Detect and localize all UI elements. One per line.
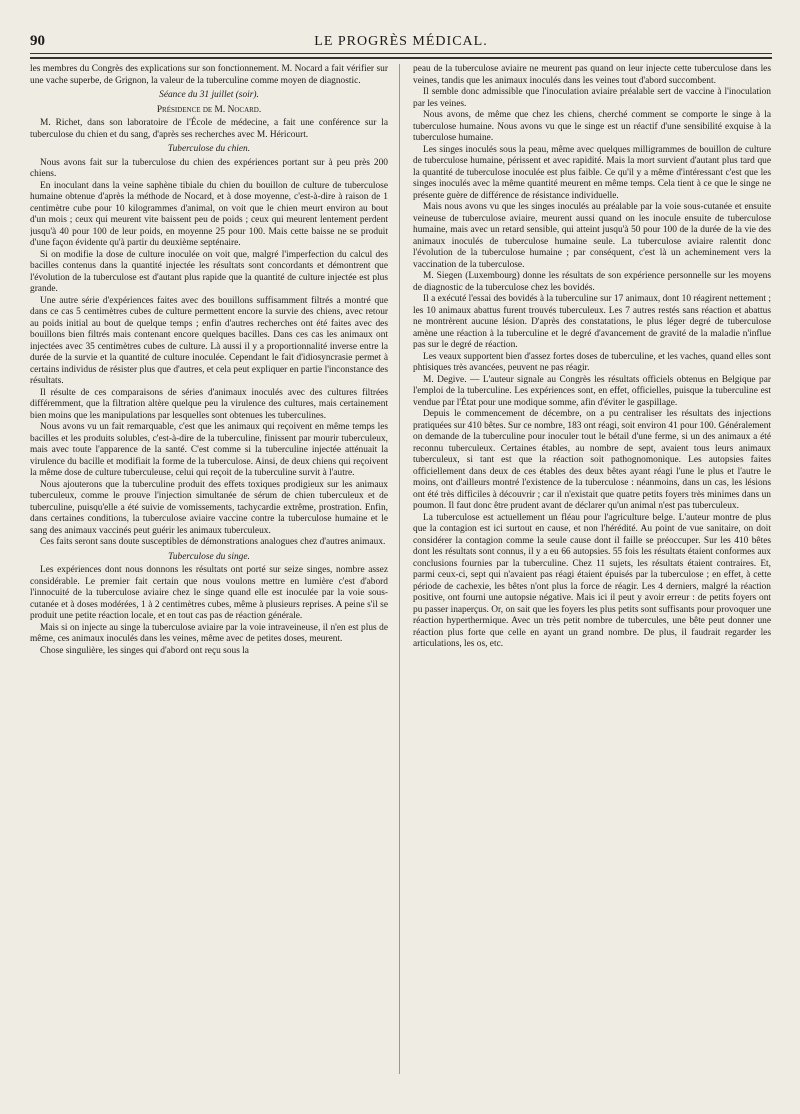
paragraph: peau de la tuberculose aviaire ne meurent pas quand on leur injecte cette tuberculose dans les veines, tandis que les animaux inoculés dans les veines tout d'abord succombent.	[413, 64, 771, 86]
paragraph: Nous avons, de même que chez les chiens, cherché comment se comporte le singe à la tuberculose humaine. Nous avons vu que le singe est un réactif d'une sensibilité exquise à la tuberculose humaine.	[413, 110, 771, 143]
paragraph: Nous ajouterons que la tuberculine produit des effets toxiques prodigieux sur les animaux tuberculeux, comme le prouve l'injection simultanée de sérum de chien tuberculeux et de tuberculine, puisqu'elle a été suivie de vomissements, tachycardie extrême, prostration. Enfin, dans certaines conditions, la tuberculose aviaire vaccine contre la tuberculose humaine et le sang des animaux vaccinés peut guérir les animaux tuberculeux.	[30, 479, 388, 536]
paragraph: Mais nous avons vu que les singes inoculés au préalable par la voie sous-cutanée et ensuite veineuse de tuberculose aviaire, meurent aussi quand on les inocule ensuite de tuberculose humaine, mais avec un retard sensible, qui atteint jusqu'à 50 pour 100 de la durée de la vie des animaux inoculés de tuberculose humaine seule. La tuberculose aviaire ralentit donc l'évolution de la tuberculose humaine ; par conséquent, c'est là un acheminement vers la vaccination de la tuberculose.	[413, 202, 771, 270]
paragraph: M. Degive. — L'auteur signale au Congrès les résultats officiels obtenus en Belgique par l'emploi de la tuberculine. Les expériences sont, en effet, officielles, puisque la tuberculine est vendue par l'État pour une modique somme, afin d'éviter le gaspillage.	[413, 374, 771, 408]
presidency-heading: Présidence de M. Nocard.	[156, 104, 262, 115]
paragraph: Il semble donc admissible que l'inoculation aviaire préalable sert de vaccine à l'inoculation par les veines.	[413, 87, 771, 109]
paragraph: Mais si on injecte au singe la tuberculose aviaire par la voie intraveineuse, il n'en est plus de même, ces animaux inoculés dans les veines, même avec de petites doses, meurent.	[30, 622, 388, 644]
page-header	[30, 30, 772, 50]
session-heading: Séance du 31 juillet (soir).	[159, 90, 259, 100]
page-number: 90	[30, 33, 45, 49]
paragraph: M. Siegen (Luxembourg) donne les résultats de son expérience personnelle sur les moyens de diagnostic de la tuberculose chez les bovidés.	[413, 271, 771, 293]
column-divider	[399, 64, 400, 1074]
subheading-monkey: Tuberculose du singe.	[168, 551, 250, 562]
left-column	[30, 64, 388, 1100]
paragraph: Si on modifie la dose de culture inoculée on voit que, malgré l'imperfection du calcul des bacilles contenus dans la quantité injectée les résultats sont concordants et démontrent que l'évolution de la tuberculose est d'autant plus rapide que la quantité de culture injectée est plus grande.	[30, 249, 388, 294]
paragraph: Les expériences dont nous donnons les résultats ont porté sur seize singes, nombre assez considérable. Le premier fait certain que nous voulons mettre en lumière c'est d'abord l'innocuité de la tuberculose aviaire chez le singe quand elle est inoculée par la voie sous-cutanée et à doses modérées, 1 à 2 centimètres cubes, même à plusieurs reprises. A peine s'il se produit une petite réaction locale, et en tout cas pas de réaction générale.	[30, 565, 388, 621]
header-rule-thick	[30, 57, 772, 59]
paragraph: En inoculant dans la veine saphène tibiale du chien du bouillon de culture de tuberculose humaine obtenue d'après la méthode de Nocard, et à dose moyenne, c'est-à-dire à raison de 1 centimètre cube pour 10 kilogrammes d'animal, on voit que le chien meurt environ au bout d'un mois ; ceux qui meurent vite baissent peu de poids ; ceux qui meurent lentement perdent jusqu'à 40 pour 100 de leur poids, en moyenne 25 pour 100. Mais cette baisse ne se produit d'une façon évidente qu'à partir du deuxième septénaire.	[30, 180, 388, 248]
paragraph: Il a exécuté l'essai des bovidés à la tuberculine sur 17 animaux, dont 10 réagirent nettement ; les 10 animaux abattus furent trouvés tuberculeux. Les 7 autres restés sans réaction et abattus ne montrèrent aucune lésion. D'après des constatations, le plus léger degré de tuberculose amène une réaction à la tuberculine et le degré d'avancement de gravité de la maladie n'influe pas sur le degré de réaction.	[413, 294, 771, 350]
right-column	[413, 64, 771, 1100]
paragraph: M. Richet, dans son laboratoire de l'École de médecine, a fait une conférence sur la tuberculose du chien et du sang, d'après ses recherches avec M. Héricourt.	[30, 118, 388, 140]
paragraph: Une autre série d'expériences faites avec des bouillons suffisamment filtrés a montré que dans ce cas 5 centimètres cubes de culture permettent encore la survie des chiens, avec retour au poids initial au bout de quelque temps ; enfin d'autres recherches ont été faites avec des bouillons bien filtrés mais contenant encore quelques bacilles. Dans ces cas les animaux ont injectées avec 35 centimètres cubes de culture. Là aussi il y a proportionnalité inverse entre la durée de la survie et la quantité de culture inoculée. Cependant le fait d'idiosyncrasie permet à certains individus de résister plus que d'autres, et cela peut expliquer en partie l'inconstance des résultats.	[30, 295, 388, 386]
paragraph: Il résulte de ces comparaisons de séries d'animaux inoculés avec des cultures filtrées différemment, que la filtration altère quelque peu la virulence des cultures, mais certainement bien moins que les manipulations par lesquelles sont obtenues les tuberculines.	[30, 387, 388, 421]
paragraph: Les singes inoculés sous la peau, même avec quelques milligrammes de bouillon de culture de tuberculose humaine, périssent et avec rapidité. Mais la mort survient d'autant plus tard que la quantité de tuberculose inoculée est plus faible. Ce qu'il y a même d'intéressant c'est que les singes inoculés avec la même quantité meurent en même temps. Cela tient à ce que le singe ne présente guère de différence de résistance individuelle.	[413, 144, 771, 201]
paragraph: Ces faits seront sans doute susceptibles de démonstrations analogues chez d'autres animaux.	[40, 537, 386, 547]
paragraph: Les veaux supportent bien d'assez fortes doses de tuberculine, et les vaches, quand elles sont phtisiques très avancées, peuvent ne pas réagir.	[413, 351, 771, 373]
paragraph: Depuis le commencement de décembre, on a pu centraliser les résultats des injections pratiquées sur 410 bêtes. Sur ce nombre, 183 ont réagi, soit environ 41 pour 100. Généralement on demande de la tuberculine pour inoculer tout le bétail d'une ferme, si un des animaux a été reconnu tuberculeux. Certaines étables, au nombre de sept, avaient tous leurs animaux tuberculeux, si tant est que la réaction soit pathognomonique. Les autopsies faites officiellement dans deux de ces étables des deux bêtes ayant réagi l'une le plus et l'autre le moins, ont d'ailleurs montré l'existence de la tuberculose : néanmoins, dans un cas, les lésions ont été très difficiles à découvrir ; car il n'existait que quatre petits foyers très minimes dans un poumon. Il faut donc être prudent avant de déclarer qu'un animal n'est pas tuberculeux.	[413, 409, 771, 511]
paragraph: Chose singulière, les singes qui d'abord ont reçu sous la	[40, 645, 249, 656]
paragraph: les membres du Congrès des explications sur son fonctionnement. M. Nocard a fait vérifier sur une vache superbe, de Grignon, la valeur de la tuberculine comme moyen de diagnostic.	[30, 64, 388, 86]
header-rule-thin	[30, 53, 772, 54]
paragraph: Nous avons fait sur la tuberculose du chien des expériences portant sur à peu près 200 chiens.	[30, 157, 388, 179]
paragraph: La tuberculose est actuellement un fléau pour l'agriculture belge. L'auteur montre de plus que la contagion est ici surtout en cause, et non l'hérédité. Au point de vue sanitaire, on doit considérer la contagion comme la seule cause dont il faille se préoccuper. Sur les 410 bêtes dont les résultats sont connus, il y a eu 66 autopsies. 55 fois les résultats étaient conformes aux conclusions fournies par la tuberculine. Chez 11 sujets, les résultats étaient contraires. Et, parmi ceux-ci, sept qui n'avaient pas réagi étaient épuisés par la tuberculose ; en effet, à cette période de cachexie, les bêtes n'ont plus la force de réagir. Les 4 derniers, malgré la réaction positive, ont fourni une autopsie négative. Mais ici il peut y avoir erreur : de petits foyers ont pu passer inaperçus. Or, on sait que les foyers les plus petits sont suffisants pour provoquer une réaction hyperthermique. Avec un très petit nombre de tubercules, une bête peut donner une réaction plus forte que celle en ayant un grand nombre. De plus, il faudrait regarder les articulations, les os, etc.	[413, 512, 771, 649]
paragraph: Nous avons vu un fait remarquable, c'est que les animaux qui reçoivent en même temps les bacilles et les produits solubles, c'est-à-dire de la tuberculine, finissent par mourir tuberculeux, mais avec toute l'apparence de la santé. C'est comme si la tuberculine injectée atténuait la virulence du bacille et modifiait la forme de la tuberculose. Ainsi, de deux chiens qui reçoivent la même dose de culture tuberculeuse, celui qui reçoit de la tuberculine survit à l'autre.	[30, 422, 388, 478]
subheading-dog: Tuberculose du chien.	[167, 144, 251, 154]
running-title: LE PROGRÈS MÉDICAL.	[314, 34, 488, 49]
